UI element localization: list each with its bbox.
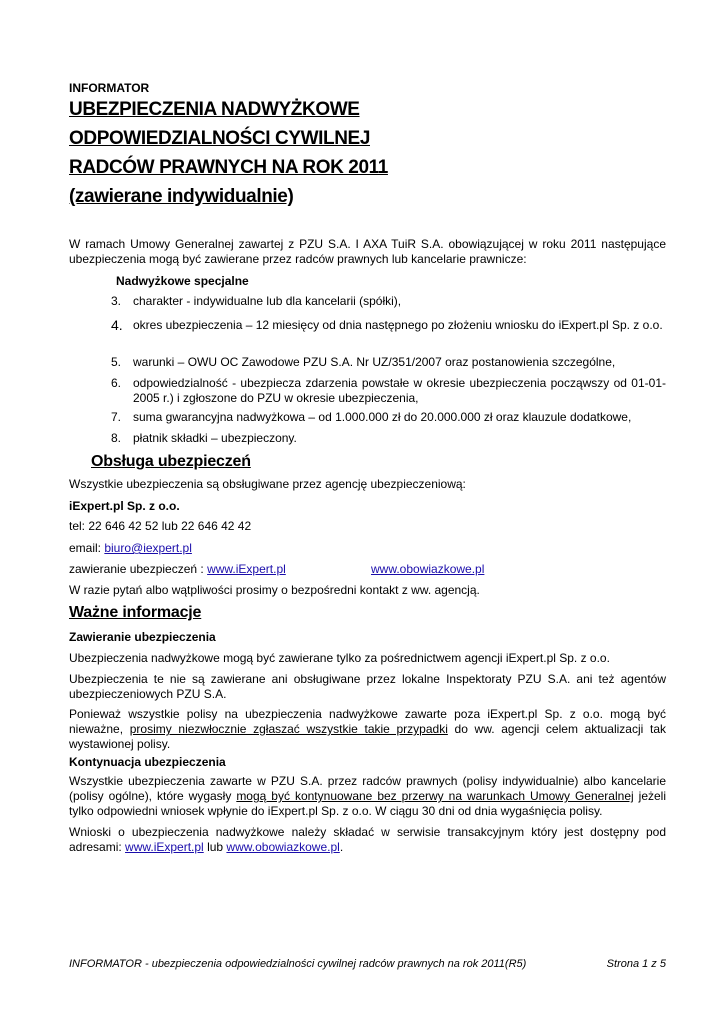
list-item-number: 3. (111, 294, 122, 308)
list-item-text: odpowiedzialność - ubezpiecza zdarzenia powstałe w okresie ubezpieczenia począwszy od 01-01-2005 r.) i zgłoszone do PZU w okresie ubezpieczenia, (133, 376, 666, 405)
text-run: . (339, 840, 344, 854)
list-item (111, 431, 666, 446)
list-item-number: 7. (111, 410, 122, 424)
paragraph-not-local: Ubezpieczenia te nie są zawierane ani obsługiwane przez lokalne Inspektoraty PZU S.A. ani też agentów ubezpieczeniowych PZU S.A. (69, 672, 666, 701)
list-item-number: 4. (111, 317, 123, 333)
list-item-number: 6. (111, 376, 122, 390)
list-item-text: warunki – OWU OC Zawodowe PZU S.A. Nr UZ/351/2007 oraz postanowienia szczególne, (133, 355, 616, 369)
list-item-text: suma gwarancyjna nadwyżkowa – od 1.000.000 zł do 20.000.000 zł oraz klauzule dodatkowe, (133, 410, 632, 424)
obowiazkowe-link[interactable]: www.obowiazkowe.pl (371, 562, 485, 576)
paragraph-agency-only: Ubezpieczenia nadwyżkowe mogą być zawierane tylko za pośrednictwem agencji iExpert.pl Sp. z o.o. (69, 651, 610, 665)
footer-title: INFORMATOR - ubezpieczenia odpowiedzialności cywilnej radców prawnych na rok 2011(R5) (69, 958, 527, 970)
list-item (111, 294, 666, 309)
special-heading: Nadwyżkowe specjalne (116, 274, 249, 288)
underlined-text: prosimy niezwłocznie zgłaszać wszystkie takie przypadki (129, 722, 448, 736)
agency-phone: tel: 22 646 42 52 lub 22 646 42 42 (69, 519, 252, 533)
list-item-text: płatnik składki – ubezpieczony. (133, 431, 297, 445)
paragraph-applications (69, 825, 666, 855)
list-item (111, 410, 666, 425)
page-number: Strona 1 z 5 (606, 958, 666, 970)
title-line-2: ODPOWIEDZIALNOŚCI CYWILNEJ (69, 128, 370, 149)
list-item-number: 5. (111, 355, 122, 369)
underlined-text: mogą być kontynuowane bez przerwy na warunkach Umowy Generalnej (236, 789, 634, 803)
sites-label: zawieranie ubezpieczeń : (69, 562, 208, 576)
service-intro: Wszystkie ubezpieczenia są obsługiwane przez agencję ubezpieczeniową: (69, 477, 466, 491)
conclusion-heading: Zawieranie ubezpieczenia (69, 630, 216, 644)
title-line-4: (zawierane indywidualnie) (69, 186, 294, 207)
list-item-text: okres ubezpieczenia – 12 miesięcy od dnia następnego po złożeniu wniosku do iExpert.pl Sp. z o.o. (133, 318, 663, 332)
list-item (111, 355, 666, 370)
agency-sites-line (69, 562, 666, 577)
text-run: jeżeli tylko odpowiedni wniosek wpłynie do iExpert.pl Sp. z o.o. W ciągu 30 dni od dnia wygaśnięcia polisy. (69, 789, 666, 818)
list-item-text: charakter - indywidualne lub dla kancelarii (spółki), (133, 294, 402, 308)
title-line-1: UBEZPIECZENIA NADWYŻKOWE (69, 99, 360, 120)
title-line-3: RADCÓW PRAWNYCH NA ROK 2011 (69, 157, 388, 178)
informator-label: INFORMATOR (69, 81, 150, 95)
iexpert-link[interactable]: www.iExpert.pl (125, 840, 204, 854)
paragraph-continuation (69, 774, 666, 819)
list-item (111, 376, 666, 406)
list-item (111, 318, 666, 348)
text-run: Ponieważ wszystkie polisy na ubezpieczenia nadwyżkowe zawarte poza iExpert.pl Sp. z o.o. mogą być nieważne, (69, 707, 666, 736)
contact-note: W razie pytań albo wątpliwości prosimy o bezpośredni kontakt z ww. agencją. (69, 583, 480, 597)
email-label: email: (69, 541, 105, 555)
continuation-heading: Kontynuacja ubezpieczenia (69, 755, 226, 769)
intro-paragraph: W ramach Umowy Generalnej zawartej z PZU S.A. I AXA TuiR S.A. obowiązującej w roku 2011 następujące ubezpieczenia mogą być zawierane przez radców prawnych lub kancelarie prawnicze: (69, 237, 666, 266)
service-heading: Obsługa ubezpieczeń (91, 453, 251, 470)
email-link[interactable]: biuro@iexpert.pl (104, 541, 192, 555)
iexpert-link[interactable]: www.iExpert.pl (207, 562, 286, 576)
text-run: do ww. agencji celem aktualizacji tak wystawionej polisy. (69, 722, 666, 751)
text-run: Wszystkie ubezpieczenia zawarte w PZU S.A. przez radców prawnych (polisy indywidualnie) albo kancelarie (polisy ogólne), które wygasły (69, 774, 666, 803)
agency-email-line (69, 541, 192, 556)
agency-name: iExpert.pl Sp. z o.o. (69, 499, 180, 513)
text-run: lub (203, 840, 227, 854)
list-item-number: 8. (111, 431, 122, 445)
obowiazkowe-link[interactable]: www.obowiazkowe.pl (226, 840, 340, 854)
paragraph-invalid-policies (69, 707, 666, 752)
text-run: Wnioski o ubezpieczenia nadwyżkowe należy składać w serwisie transakcyjnym który jest dostępny pod adresami: (69, 825, 666, 854)
important-heading: Ważne informacje (69, 604, 202, 621)
